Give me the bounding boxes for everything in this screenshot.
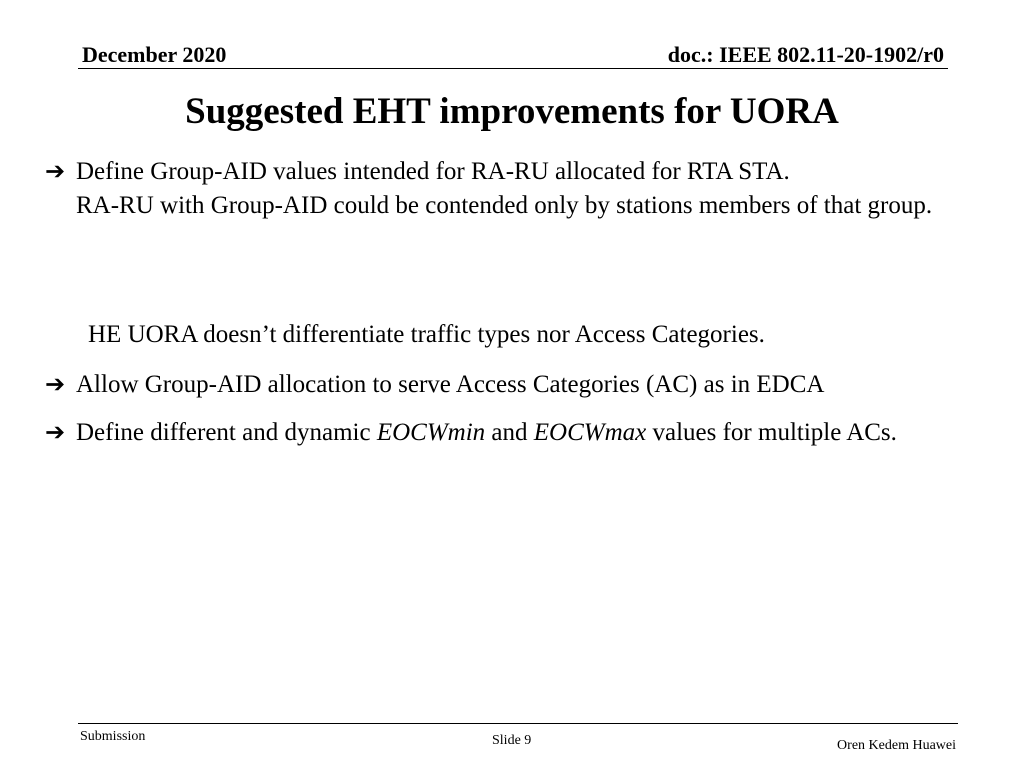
paragraph-4-eocwmin: EOCWmin [376, 419, 486, 446]
footer-author: Oren Kedem Huawei [837, 738, 956, 753]
plain-paragraph-2 [88, 318, 998, 352]
header-date: December 2020 [82, 42, 227, 67]
header-divider [78, 68, 948, 69]
right-arrow-icon: ➔ [45, 159, 66, 185]
right-arrow-icon: ➔ [45, 372, 66, 398]
slide-title: Suggested EHT improvements for UORA [185, 91, 839, 132]
footer-divider [78, 723, 958, 724]
paragraph-1-line-1: Define Group-AID values intended for RA-RU allocated for RTA STA. [76, 158, 790, 185]
paragraph-4-part-1: Define different and dynamic [76, 419, 377, 446]
paragraph-3-text: Allow Group-AID allocation to serve Access Categories (AC) as in EDCA [76, 371, 825, 398]
bullet-paragraph-4 [45, 416, 986, 450]
bullet-paragraph-3 [45, 368, 986, 402]
paragraph-4-part-2: and [485, 419, 534, 446]
bullet-paragraph-1 [45, 155, 986, 223]
paragraph-2-text: HE UORA doesn’t differentiate traffic types nor Access Categories. [88, 321, 765, 348]
paragraph-4-eocwmax: EOCWmax [533, 419, 647, 446]
footer-slide-number: Slide 9 [492, 733, 532, 748]
right-arrow-icon: ➔ [45, 420, 66, 446]
header-doc-id: doc.: IEEE 802.11-20-1902/r0 [667, 42, 944, 67]
paragraph-1-line-2: RA-RU with Group-AID could be contended only by stations members of that group. [76, 192, 933, 219]
paragraph-4-part-3: values for multiple ACs. [646, 419, 897, 446]
footer-submission: Submission [80, 729, 146, 744]
